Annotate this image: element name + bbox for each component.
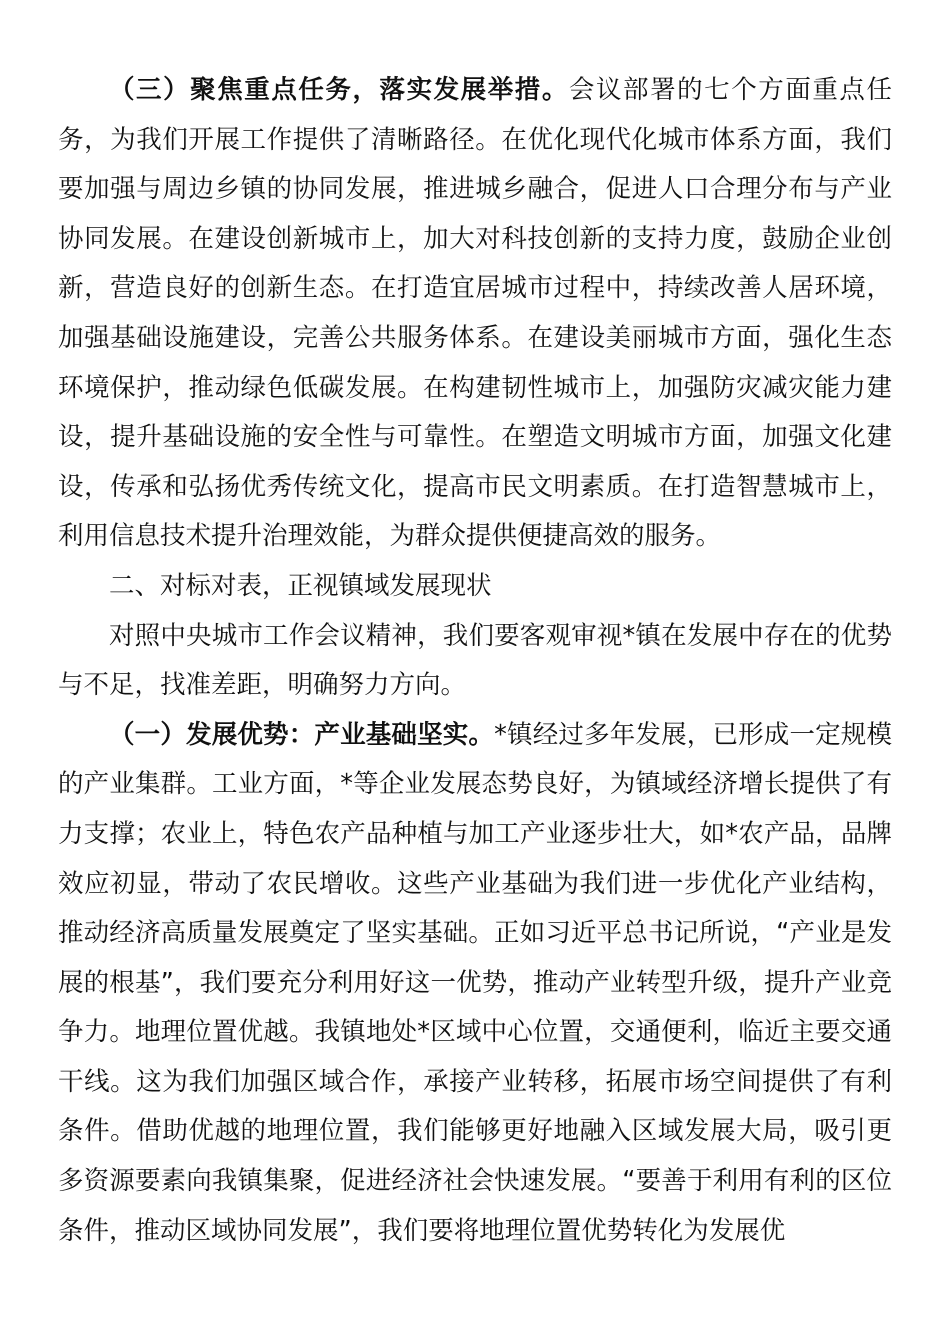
paragraph-body: 对照中央城市工作会议精神，我们要客观审视*镇在发展中存在的优势与不足，找准差距，明确努力方向。 [58, 620, 892, 701]
paragraph-body: *镇经过多年发展，已形成一定规模的产业集群。工业方面，*等企业发展态势良好，为镇域经济增长提供了有力支撑；农业上，特色农产品种植与加工产业逐步壮大，如*农产品，品牌效应初显，带动了农民增收。这些产业基础为我们进一步优化产业结构，推动经济高质量发展奠定了坚实基础。正如习近平总书记所说，“产业是发展的根基”，我们要充分利用好这一优势，推动产业转型升级，提升产业竞争力。地理位置优越。我镇地处*区域中心位置，交通便利，临近主要交通干线。这为我们加强区域合作，承接产业转移，拓展市场空间提供了有利条件。借助优越的地理位置，我们能够更好地融入区域发展大局，吸引更多资源要素向我镇集聚，促进经济社会快速发展。“要善于利用有利的区位条件，推动区域协同发展”，我们要将地理位置优势转化为发展优 [58, 719, 892, 1246]
paragraph-heading: （三）聚焦重点任务，落实发展举措。 [109, 75, 569, 105]
paragraph-task-focus [58, 66, 892, 562]
section-heading-text: 二、对标对表，正视镇域发展现状 [109, 570, 492, 601]
paragraph-heading: （一）发展优势：产业基础坚实。 [109, 719, 495, 750]
paragraph-body: 会议部署的七个方面重点任务，为我们开展工作提供了清晰路径。在优化现代化城市体系方面，我们要加强与周边乡镇的协同发展，推进城乡融合，促进人口合理分布与产业协同发展。在建设创新城市上，加大对科技创新的支持力度，鼓励企业创新，营造良好的创新生态。在打造宜居城市过程中，持续改善人居环境，加强基础设施建设，完善公共服务体系。在建设美丽城市方面，强化生态环境保护，推动绿色低碳发展。在构建韧性城市上，加强防灾减灾能力建设，提升基础设施的安全性与可靠性。在塑造文明城市方面，加强文化建设，传承和弘扬优秀传统文化，提高市民文明素质。在打造智慧城市上，利用信息技术提升治理效能，为群众提供便捷高效的服务。 [58, 75, 892, 552]
document-page [58, 66, 892, 1256]
paragraph-advantages [58, 711, 892, 1257]
section-heading-two [58, 562, 892, 612]
paragraph-intro [58, 612, 892, 711]
